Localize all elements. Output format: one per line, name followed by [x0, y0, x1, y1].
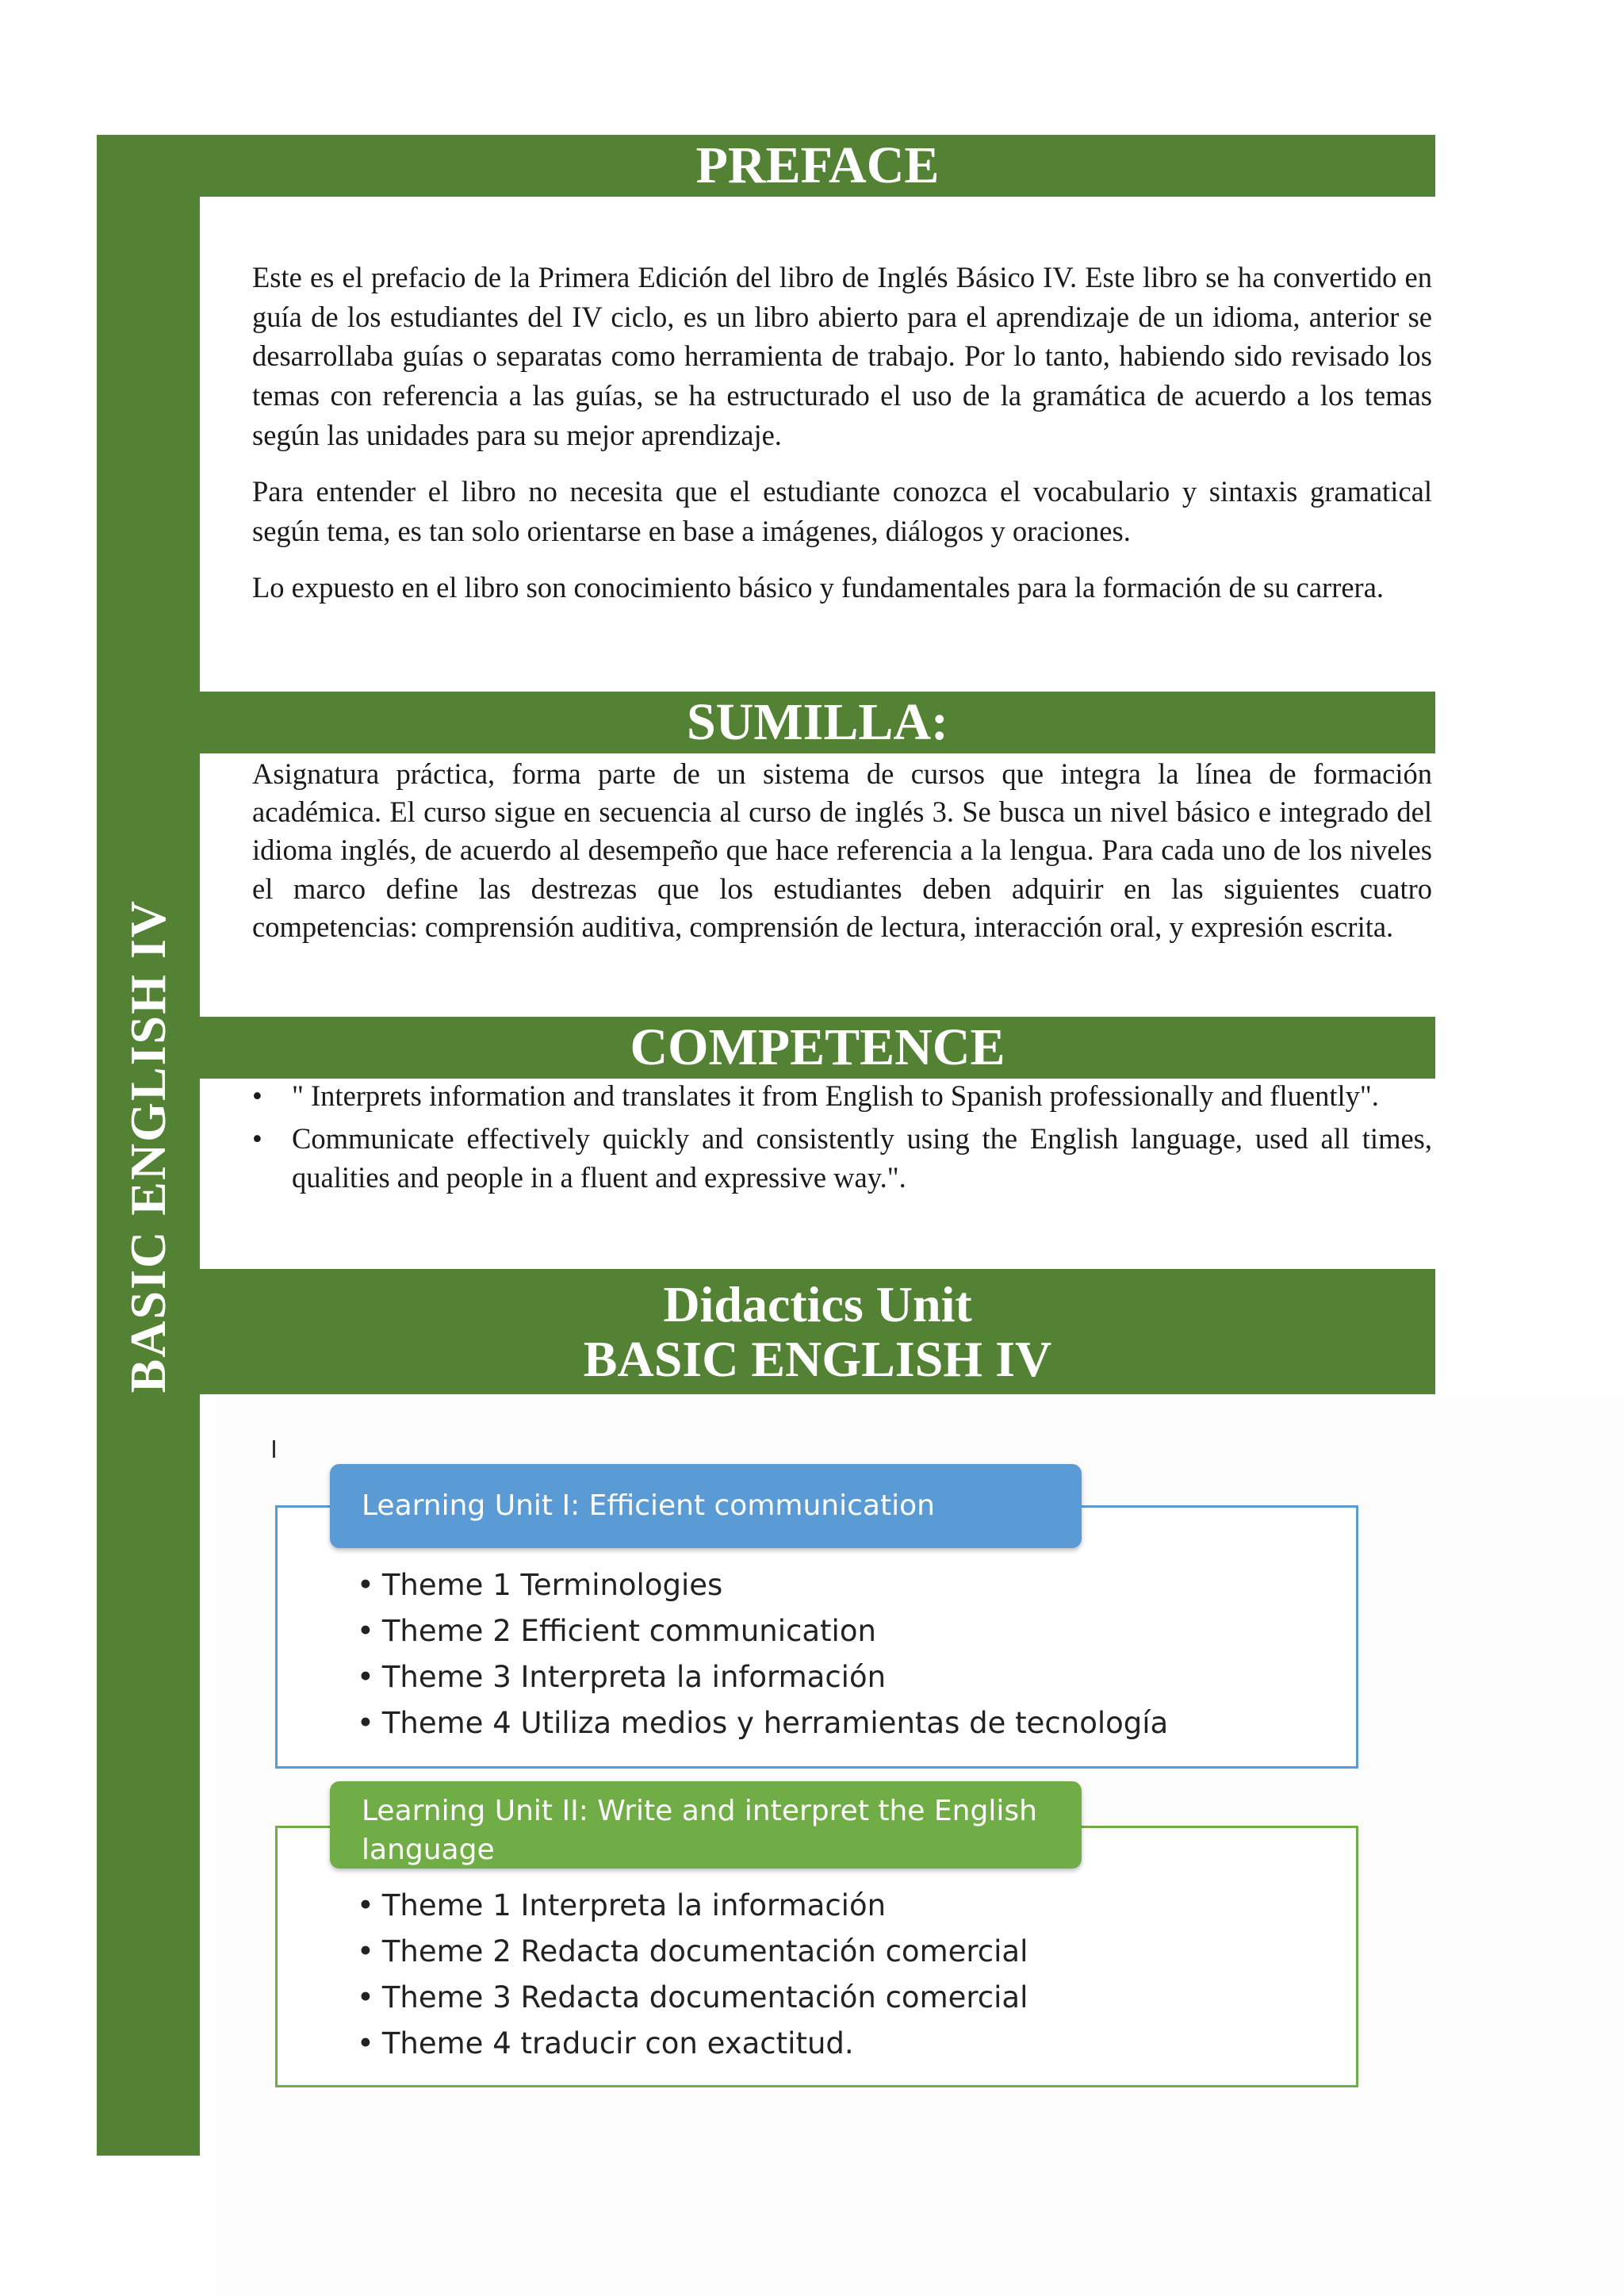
theme-item — [357, 2021, 1028, 2067]
competence-item — [252, 1076, 1432, 1116]
preface-title: PREFACE — [695, 136, 940, 195]
learning-unit-2-themes — [357, 1883, 1028, 2067]
learning-unit-2-header — [330, 1781, 1082, 1869]
competence-list — [252, 1076, 1432, 1201]
theme-item — [357, 1608, 1168, 1654]
didactics-header — [200, 1269, 1435, 1394]
preface-body — [252, 258, 1432, 625]
theme-label: Theme 4 Utiliza medios y herramientas de tecnología — [381, 1706, 1169, 1740]
theme-item — [357, 1562, 1168, 1608]
theme-item — [357, 1929, 1028, 1975]
learning-unit-2-title: Learning Unit II: Write and interpret the English language — [362, 1795, 1037, 1866]
theme-label: Theme 1 Terminologies — [381, 1568, 723, 1602]
preface-header — [200, 135, 1435, 197]
bullet-icon: • — [357, 1660, 374, 1694]
preface-paragraph: Lo expuesto en el libro son conocimiento básico y fundamentales para la formación de su carrera. — [252, 571, 1385, 604]
sidebar-title: BASIC ENGLISH IV — [120, 899, 176, 1393]
sumilla-body — [252, 755, 1432, 964]
theme-item — [357, 1700, 1168, 1746]
theme-label: Theme 4 traducir con exactitud. — [381, 2026, 854, 2060]
preface-paragraph: Este es el prefacio de la Primera Edición del libro de Inglés Básico IV. Este libro se ha convertido en guía de los estudiantes del IV ciclo, es un libro abierto para el aprendizaje de un idioma, anterior se desarrollaba guías o separatas como herramienta de trabajo. Por lo tanto, habiendo sido revisado los temas con referencia a las guías, se ha estructurado el uso de la gramática de acuerdo a los temas según las unidades para su mejor aprendizaje. — [252, 261, 1432, 451]
competence-item-text: " Interprets information and translates it from English to Spanish professionally and fluently". — [292, 1079, 1379, 1112]
theme-label: Theme 2 Redacta documentación comercial — [381, 1934, 1028, 1968]
theme-label: Theme 3 Interpreta la información — [381, 1660, 887, 1694]
sumilla-header — [200, 692, 1435, 753]
competence-item — [252, 1119, 1432, 1198]
bullet-icon: • — [357, 1888, 374, 1922]
bullet-icon: • — [252, 1121, 262, 1155]
learning-unit-1-header — [330, 1464, 1082, 1548]
competence-header — [200, 1017, 1435, 1079]
bullet-icon: • — [252, 1079, 262, 1112]
theme-label: Theme 2 Efficient communication — [381, 1614, 876, 1648]
bullet-icon: • — [357, 1614, 374, 1648]
bullet-icon: • — [357, 1706, 374, 1740]
learning-unit-1-themes — [357, 1562, 1168, 1746]
bullet-icon: • — [357, 2026, 374, 2060]
theme-label: Theme 3 Redacta documentación comercial — [381, 1980, 1028, 2014]
theme-item — [357, 1883, 1028, 1929]
didactics-title-line1: Didactics Unit — [663, 1275, 972, 1332]
theme-item — [357, 1654, 1168, 1700]
sidebar-title-wrap — [97, 135, 200, 1404]
didactics-title-line2: BASIC ENGLISH IV — [583, 1331, 1052, 1387]
learning-unit-1-title: Learning Unit I: Efficient communication — [362, 1489, 935, 1522]
bullet-icon: • — [357, 1568, 374, 1602]
sumilla-paragraph: Asignatura práctica, forma parte de un sistema de cursos que integra la línea de formación académica. El curso sigue en secuencia al curso de inglés 3. Se busca un nivel básico e integrado del idioma inglés, de acuerdo al desempeño que hace referencia a la lengua. Para cada uno de los niveles el marco define las destrezas que los estudiantes deben adquirir en las siguientes cuatro competencias: comprensión auditiva, comprensión de lectura, interacción oral, y expresión escrita. — [252, 757, 1432, 943]
preface-paragraph: Para entender el libro no necesita que el estudiante conozca el vocabulario y sintaxis gramatical según tema, es tan solo orientarse en base a imágenes, diálogos y oraciones. — [252, 475, 1432, 547]
theme-item — [357, 1975, 1028, 2021]
bullet-icon: • — [357, 1934, 374, 1968]
competence-title: COMPETENCE — [630, 1018, 1005, 1077]
bullet-icon: • — [357, 1980, 374, 2014]
theme-label: Theme 1 Interpreta la información — [381, 1888, 887, 1922]
sumilla-title: SUMILLA: — [686, 693, 949, 752]
text-cursor-mark — [273, 1440, 275, 1458]
competence-item-text: Communicate effectively quickly and consistently using the English language, used all times, qualities and people in a fluent and expressive way.". — [292, 1121, 1432, 1194]
